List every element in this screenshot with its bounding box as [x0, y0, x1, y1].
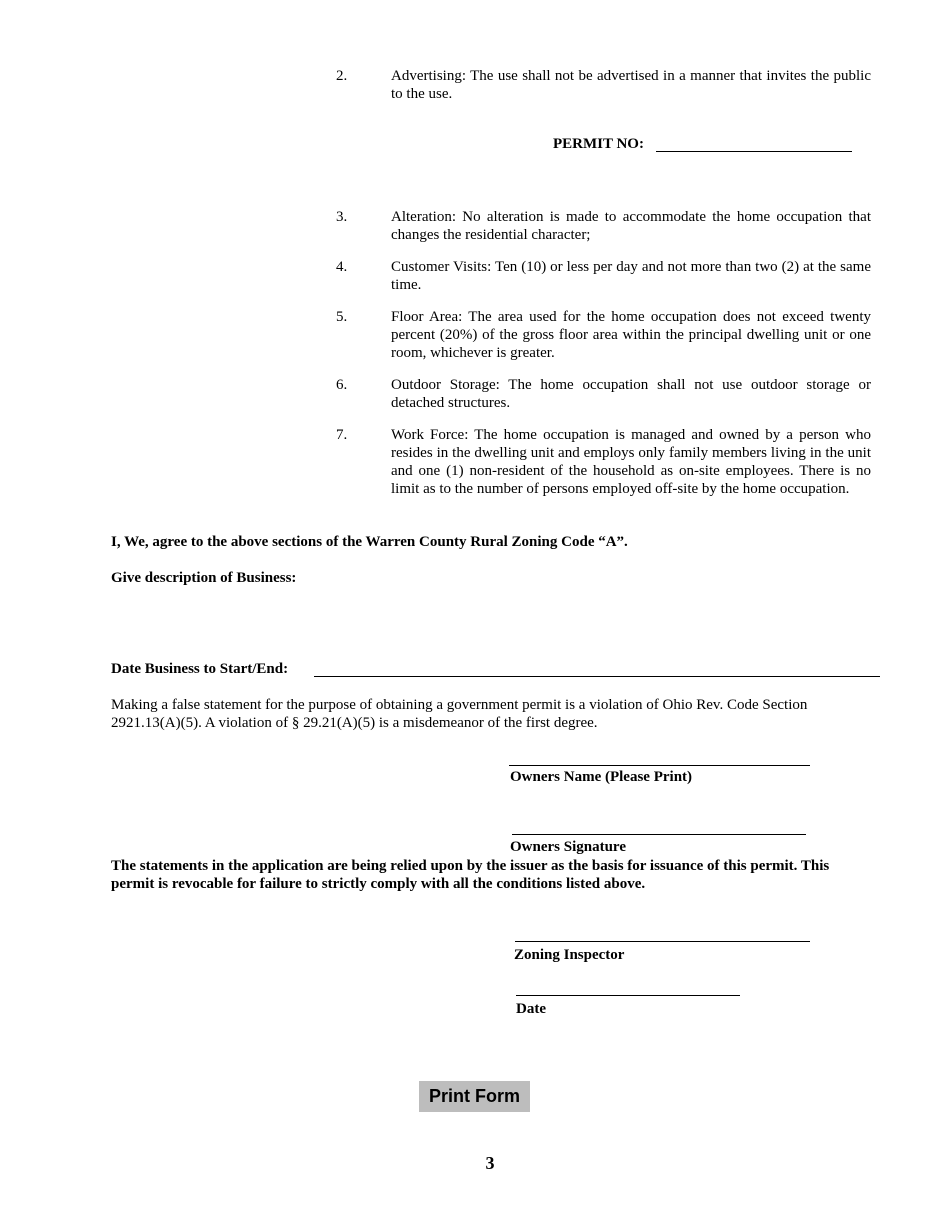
item-number: 3. [336, 209, 348, 225]
item-text-outdoor-storage: Outdoor Storage: The home occupation shall not use outdoor storage or detached structures. [391, 377, 871, 411]
item-text [391, 426, 871, 498]
item-text-floor-area: Floor Area: The area used for the home occupation does not exceed twenty percent (20%) of the gross floor area within the principal dwelling unit or one room, whichever is greater. [391, 309, 871, 361]
owners-name-label: Owners Name (Please Print) [510, 769, 693, 785]
item-number: 6. [336, 377, 348, 393]
item-text [391, 208, 871, 244]
zoning-inspector-label: Zoning Inspector [514, 947, 625, 963]
item-text [391, 376, 871, 412]
item-text-alteration: Alteration: No alteration is made to accommodate the home occupation that changes the residential character; [391, 209, 871, 243]
item-number: 7. [336, 427, 348, 443]
item-number: 4. [336, 259, 348, 275]
permit-no-label: PERMIT NO: [553, 136, 644, 152]
item-number: 5. [336, 309, 348, 325]
item-text [391, 308, 871, 362]
agreement-statement: I, We, agree to the above sections of the Warren County Rural Zoning Code “A”. [111, 534, 628, 550]
date-label: Date [516, 1001, 546, 1017]
page-number: 3 [485, 1153, 495, 1173]
business-description-label: Give description of Business: [111, 570, 297, 586]
date-field[interactable] [516, 995, 740, 996]
owners-signature-label: Owners Signature [510, 839, 626, 855]
zoning-inspector-field[interactable] [515, 941, 810, 942]
item-text-advertising: Advertising: The use shall not be advertised in a manner that invites the public to the use. [391, 68, 871, 102]
date-start-end-field[interactable] [314, 676, 880, 677]
owners-name-field[interactable] [509, 765, 810, 766]
item-text [391, 67, 871, 103]
date-start-end-label: Date Business to Start/End: [111, 661, 289, 677]
print-form-button[interactable]: Print Form [419, 1081, 530, 1112]
item-number: 2. [336, 68, 348, 84]
permit-no-field[interactable] [656, 151, 852, 152]
business-description-field[interactable] [111, 590, 881, 645]
item-text [391, 258, 871, 294]
false-statement-warning: Making a false statement for the purpose of obtaining a government permit is a violation of Ohio Rev. Code Section 2921.13(A)(5). A violation of § 29.21(A)(5) is a misdemeanor of the first degree. [111, 697, 808, 731]
owners-signature-field[interactable] [512, 834, 806, 835]
item-text-customer-visits: Customer Visits: Ten (10) or less per day and not more than two (2) at the same time. [391, 259, 871, 293]
item-text-work-force: Work Force: The home occupation is managed and owned by a person who resides in the dwelling unit and employs only family members living in the unit and one (1) non-resident of the household as on-site employees. There is no limit as to the number of persons employed off-site by the home occupation. [391, 427, 871, 497]
statements-notice: The statements in the application are being relied upon by the issuer as the basis for issuance of this permit. This permit is revocable for failure to strictly comply with all the conditions listed above. [111, 858, 830, 892]
